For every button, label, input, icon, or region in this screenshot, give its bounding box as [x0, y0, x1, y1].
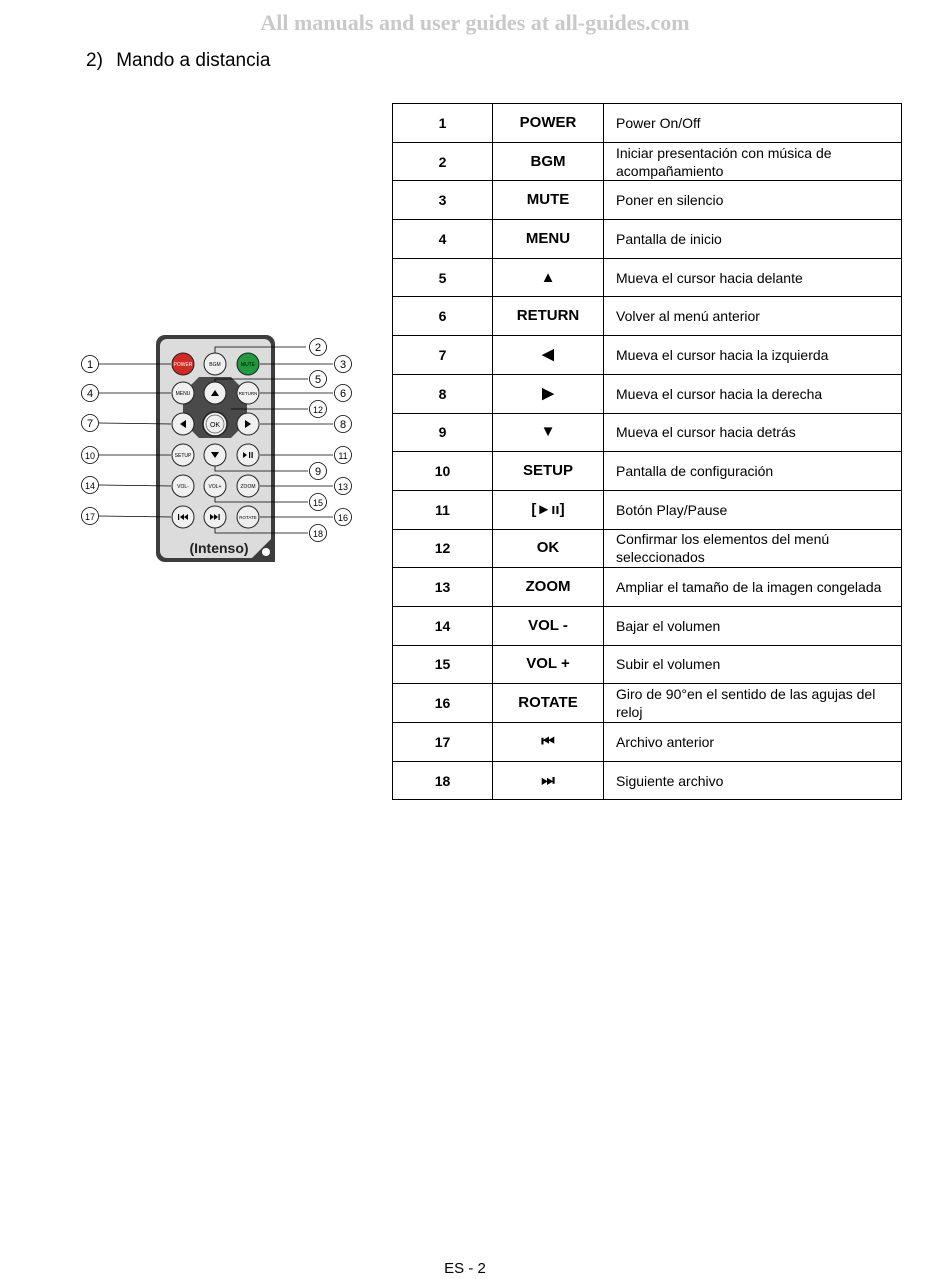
row-number: 11 [393, 490, 493, 529]
table-row [393, 258, 902, 297]
section-title: Mando a distancia [116, 50, 271, 71]
row-key: POWER [493, 104, 604, 143]
vol-plus-button-label: VOL+ [208, 484, 222, 490]
callout-17: 17 [84, 512, 96, 522]
table-row [393, 568, 902, 607]
row-key: [►ıı] [493, 490, 604, 529]
table-row [393, 104, 902, 143]
table-row [393, 413, 902, 452]
row-key: SETUP [493, 452, 604, 491]
return-button-label: RETURN [238, 391, 258, 396]
table-row [393, 142, 902, 181]
row-number: 2 [393, 142, 493, 181]
row-description: Confirmar los elementos del menú seleccionados [604, 529, 902, 568]
row-number: 15 [393, 645, 493, 684]
page-number: ES - 2 [444, 1260, 486, 1277]
table-row [393, 452, 902, 491]
row-number: 1 [393, 104, 493, 143]
callout-10: 10 [84, 451, 96, 461]
table-row [393, 220, 902, 259]
row-key: ZOOM [493, 568, 604, 607]
section-number: 2) [86, 50, 103, 71]
brand-logo: (Intenso) [189, 540, 249, 556]
row-number: 17 [393, 723, 493, 762]
row-description: Mueva el cursor hacia delante [604, 258, 902, 297]
row-key: RETURN [493, 297, 604, 336]
row-number: 10 [393, 452, 493, 491]
row-key: BGM [493, 142, 604, 181]
table-row [393, 761, 902, 800]
section-heading [86, 50, 270, 72]
power-button-label: POWER [173, 362, 193, 368]
callout-15: 15 [312, 498, 324, 508]
remote-control-diagram [78, 330, 368, 570]
row-number: 16 [393, 684, 493, 723]
table-row [393, 606, 902, 645]
setup-button-label: SETUP [174, 453, 192, 459]
row-number: 3 [393, 181, 493, 220]
row-key: ▲ [493, 258, 604, 297]
table-row [393, 645, 902, 684]
menu-button-label: MENU [175, 391, 191, 397]
callout-9: 9 [314, 466, 322, 478]
callout-12: 12 [312, 405, 324, 415]
table-row [393, 336, 902, 375]
callout-2: 2 [314, 342, 322, 354]
row-description: Mueva el cursor hacia detrás [604, 413, 902, 452]
row-key: ▶ [493, 374, 604, 413]
ok-button-label: OK [209, 422, 221, 429]
row-description: Bajar el volumen [604, 606, 902, 645]
callout-16: 16 [337, 513, 349, 523]
bgm-button-label: BGM [209, 362, 221, 368]
callout-4: 4 [86, 388, 94, 400]
row-description: Volver al menú anterior [604, 297, 902, 336]
row-key: ▼ [493, 413, 604, 452]
row-number: 8 [393, 374, 493, 413]
row-description: Pantalla de configuración [604, 452, 902, 491]
zoom-button-label: ZOOM [240, 484, 256, 490]
callout-5: 5 [314, 374, 322, 386]
table-row [393, 529, 902, 568]
row-key: ⏮ [493, 723, 604, 762]
row-number: 5 [393, 258, 493, 297]
callout-13: 13 [337, 482, 349, 492]
row-description: Iniciar presentación con música de acompañamiento [604, 142, 902, 181]
row-number: 9 [393, 413, 493, 452]
row-number: 6 [393, 297, 493, 336]
row-description: Ampliar el tamaño de la imagen congelada [604, 568, 902, 607]
callout-1: 1 [86, 359, 94, 371]
row-description: Giro de 90°en el sentido de las agujas del reloj [604, 684, 902, 723]
row-description: Botón Play/Pause [604, 490, 902, 529]
row-number: 12 [393, 529, 493, 568]
row-key: VOL - [493, 606, 604, 645]
row-description: Poner en silencio [604, 181, 902, 220]
row-number: 7 [393, 336, 493, 375]
row-description: Power On/Off [604, 104, 902, 143]
row-description: Pantalla de inicio [604, 220, 902, 259]
row-description: Subir el volumen [604, 645, 902, 684]
vol-minus-button-label: VOL- [177, 484, 189, 490]
mute-button-label: MUTE [240, 362, 256, 368]
row-number: 4 [393, 220, 493, 259]
row-key: OK [493, 529, 604, 568]
row-key: VOL + [493, 645, 604, 684]
row-number: 14 [393, 606, 493, 645]
callout-3: 3 [339, 359, 347, 371]
row-description: Mueva el cursor hacia la derecha [604, 374, 902, 413]
row-key: MENU [493, 220, 604, 259]
table-row [393, 181, 902, 220]
play-pause-button [237, 444, 259, 466]
table-row [393, 723, 902, 762]
row-number: 13 [393, 568, 493, 607]
callout-6: 6 [339, 388, 347, 400]
callout-18: 18 [312, 529, 324, 539]
callout-11: 11 [338, 451, 348, 461]
row-key: ⏭ [493, 761, 604, 800]
table-row [393, 490, 902, 529]
callout-14: 14 [84, 481, 96, 491]
row-description: Archivo anterior [604, 723, 902, 762]
row-key: ROTATE [493, 684, 604, 723]
callout-7: 7 [86, 418, 94, 430]
row-number: 18 [393, 761, 493, 800]
callout-8: 8 [339, 419, 347, 431]
row-description: Siguiente archivo [604, 761, 902, 800]
watermark: All manuals and user guides at all-guides.com [260, 10, 690, 35]
table-row [393, 297, 902, 336]
row-key: ◀ [493, 336, 604, 375]
rotate-button-label: ROTATE [239, 515, 257, 520]
button-function-table [392, 103, 902, 800]
row-description: Mueva el cursor hacia la izquierda [604, 336, 902, 375]
row-key: MUTE [493, 181, 604, 220]
table-row [393, 684, 902, 723]
table-row [393, 374, 902, 413]
ir-window [262, 548, 270, 556]
